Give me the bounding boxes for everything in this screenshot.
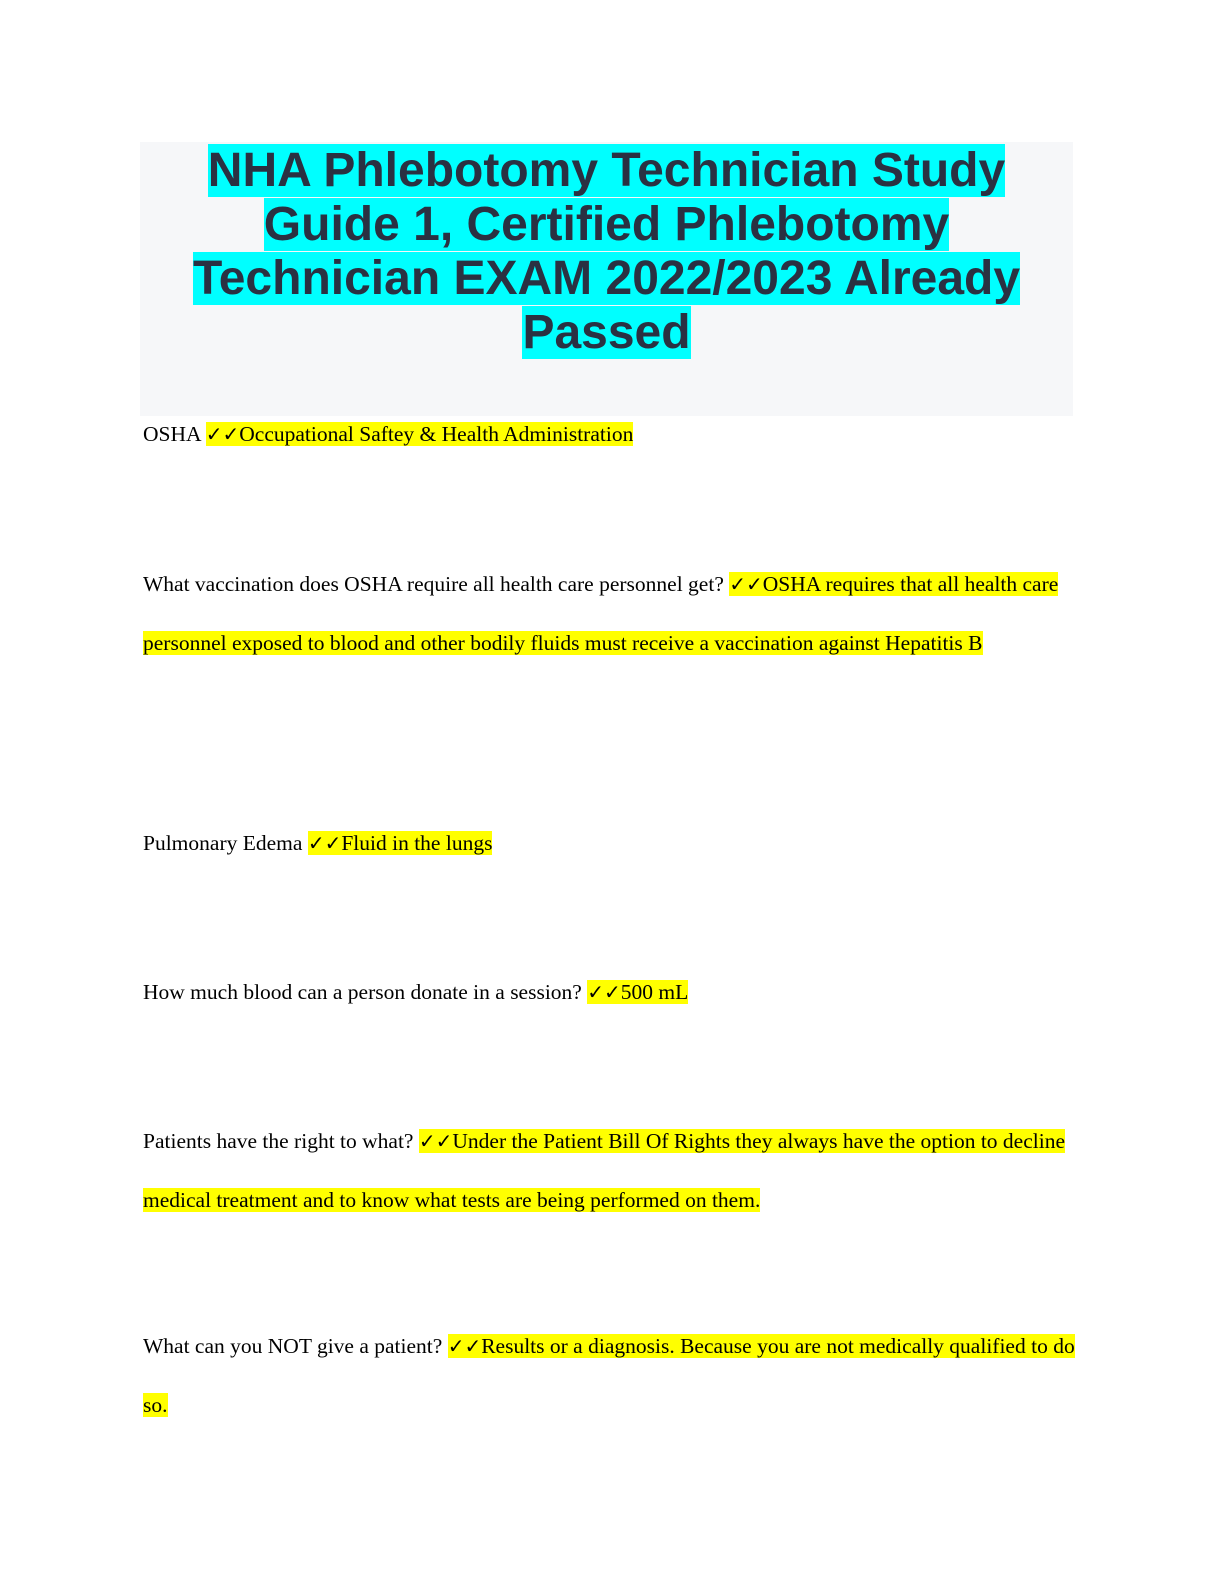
qa-item-blood-donation (143, 963, 1083, 1022)
document-title-block (140, 142, 1073, 416)
question-text: Pulmonary Edema (143, 831, 303, 855)
answer-text: 500 mL (620, 980, 689, 1004)
answer-text: Under the Patient Bill Of Rights they always have the option to decline medical treatment and to know what tests are being performed on them. (143, 1129, 1065, 1212)
question-text: What can you NOT give a patient? (143, 1334, 443, 1358)
answer-text: Occupational Saftey & Health Administration (239, 422, 634, 446)
check-marks-icon: ✓✓ (447, 1334, 482, 1358)
qa-item-vaccination (143, 555, 1083, 673)
question-text: OSHA (143, 422, 201, 446)
qa-item-osha (143, 405, 1083, 464)
qa-item-patient-restrictions (143, 1317, 1083, 1435)
check-marks-icon: ✓✓ (587, 980, 621, 1004)
question-text: How much blood can a person donate in a session? (143, 980, 582, 1004)
question-text: What vaccination does OSHA require all health care personnel get? (143, 572, 724, 596)
qa-item-pulmonary-edema (143, 814, 1083, 873)
check-marks-icon: ✓✓ (729, 572, 763, 596)
document-title-text: NHA Phlebotomy Technician Study Guide 1, Certified Phlebotomy Technician EXAM 2022/2023 Already Passed (192, 144, 1021, 359)
answer-text: Results or a diagnosis. Because you are not medically qualified to do so. (143, 1334, 1075, 1417)
answer-highlight (587, 980, 688, 1004)
qa-item-patient-rights (143, 1112, 1083, 1230)
check-marks-icon: ✓✓ (418, 1129, 453, 1153)
question-text: Patients have the right to what? (143, 1129, 414, 1153)
check-marks-icon: ✓✓ (205, 422, 240, 446)
document-title (140, 144, 1073, 360)
check-marks-icon: ✓✓ (307, 831, 342, 855)
answer-highlight (308, 831, 493, 855)
answer-text: OSHA requires that all health care personnel exposed to blood and other bodily fluids must receive a vaccination against Hepatitis B (143, 572, 1059, 655)
answer-text: Fluid in the lungs (341, 831, 493, 855)
answer-highlight (206, 422, 634, 446)
